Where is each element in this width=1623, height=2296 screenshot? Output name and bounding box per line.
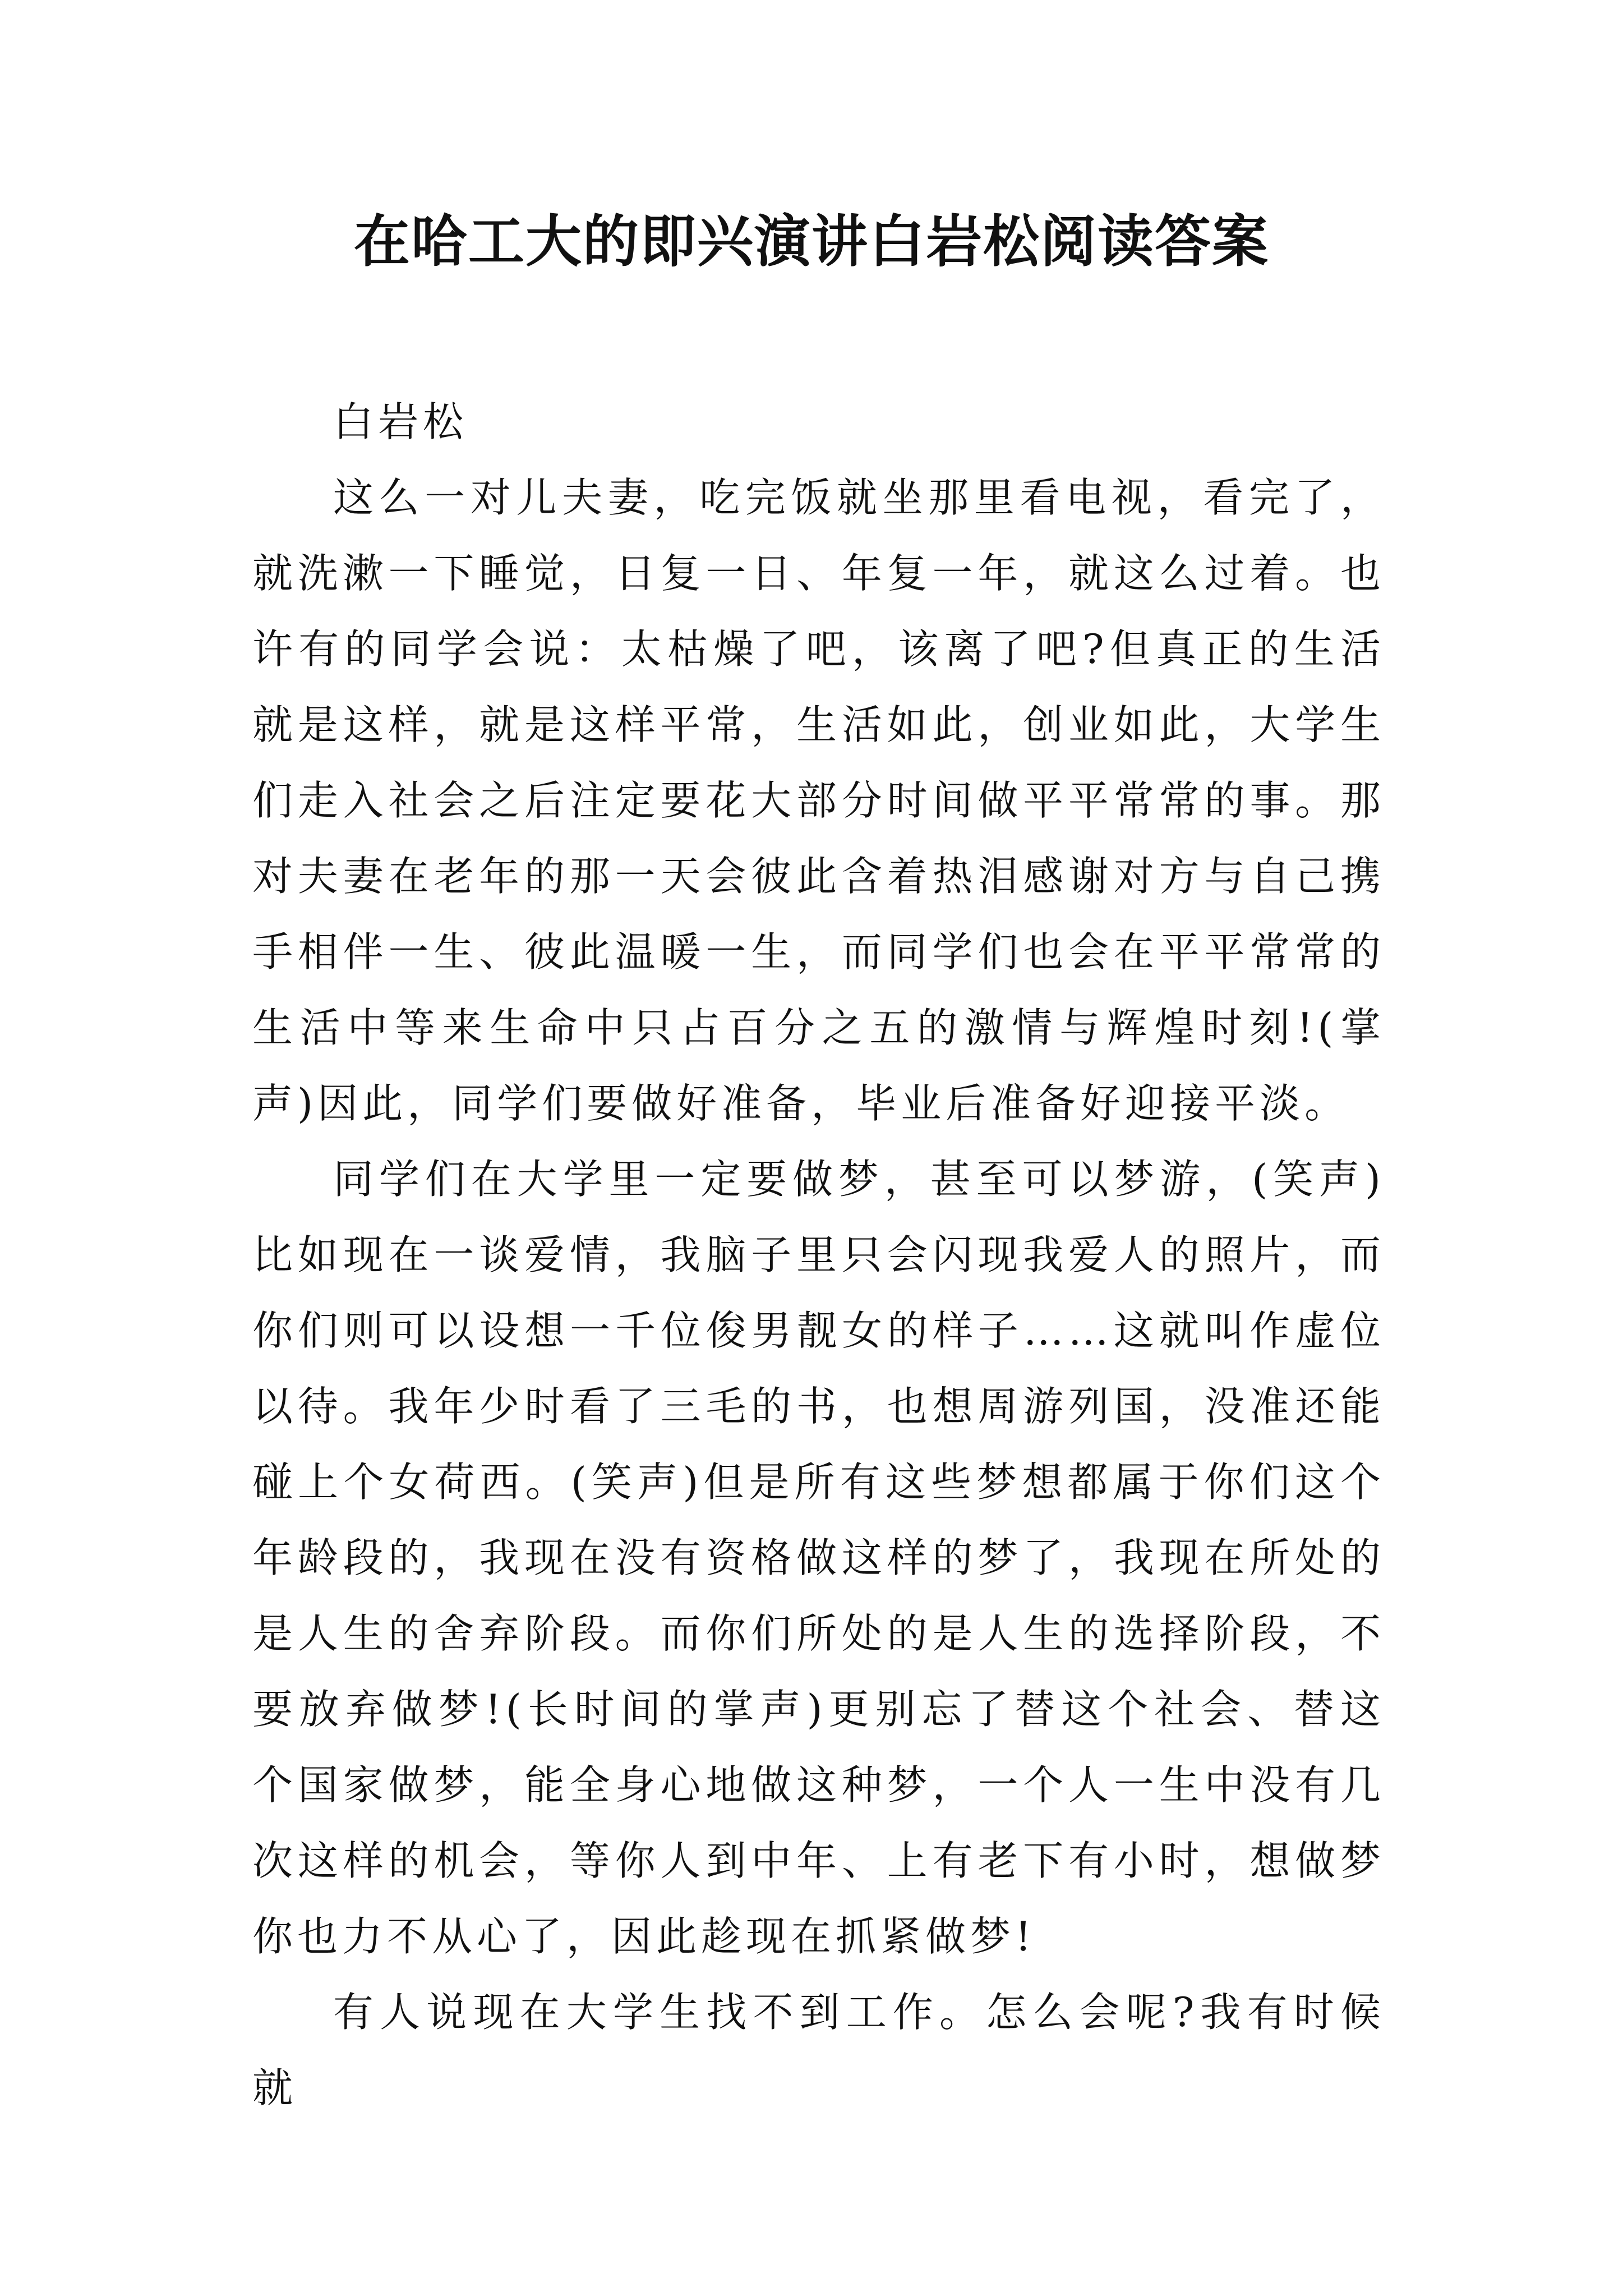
- paragraph-2: 同学们在大学里一定要做梦，甚至可以梦游，(笑声)比如现在一谈爱情，我脑子里只会闪现我爱人的照片，而你们则可以设想一千位俊男靓女的样子……这就叫作虚位以待。我年少时看了三毛的书，也想周游列国，没准还能碰上个女荷西。(笑声)但是所有这些梦想都属于你们这个年龄段的，我现在没有资格做这样的梦了，我现在所处的是人生的舍弃阶段。而你们所处的是人生的选择阶段，不要放弃做梦!(长时间的掌声)更别忘了替这个社会、替这个国家做梦，能全身心地做这种梦，一个人一生中没有几次这样的机会，等你人到中年、上有老下有小时，想做梦你也力不从心了，因此趁现在抓紧做梦!: [252, 1156, 1385, 1960]
- author-name: 白岩松: [333, 398, 468, 445]
- document-title: 在哈工大的即兴演讲白岩松阅读答案: [354, 208, 1269, 274]
- document-body: [252, 384, 1385, 2126]
- paragraph-3: 有人说现在大学生找不到工作。怎么会呢?我有时候就: [252, 1989, 1385, 2111]
- paragraph-1: 这么一对儿夫妻，吃完饭就坐那里看电视，看完了，就洗漱一下睡觉，日复一日、年复一年，就这么过着。也许有的同学会说：太枯燥了吧，该离了吧?但真正的生活就是这样，就是这样平常，生活如此，创业如此，大学生们走入社会之后注定要花大部分时间做平平常常的事。那对夫妻在老年的那一天会彼此含着热泪感谢对方与自己携手相伴一生、彼此温暖一生，而同学们也会在平平常常的生活中等来生命中只占百分之五的激情与辉煌时刻!(掌声)因此，同学们要做好准备，毕业后准备好迎接平淡。: [252, 474, 1385, 1127]
